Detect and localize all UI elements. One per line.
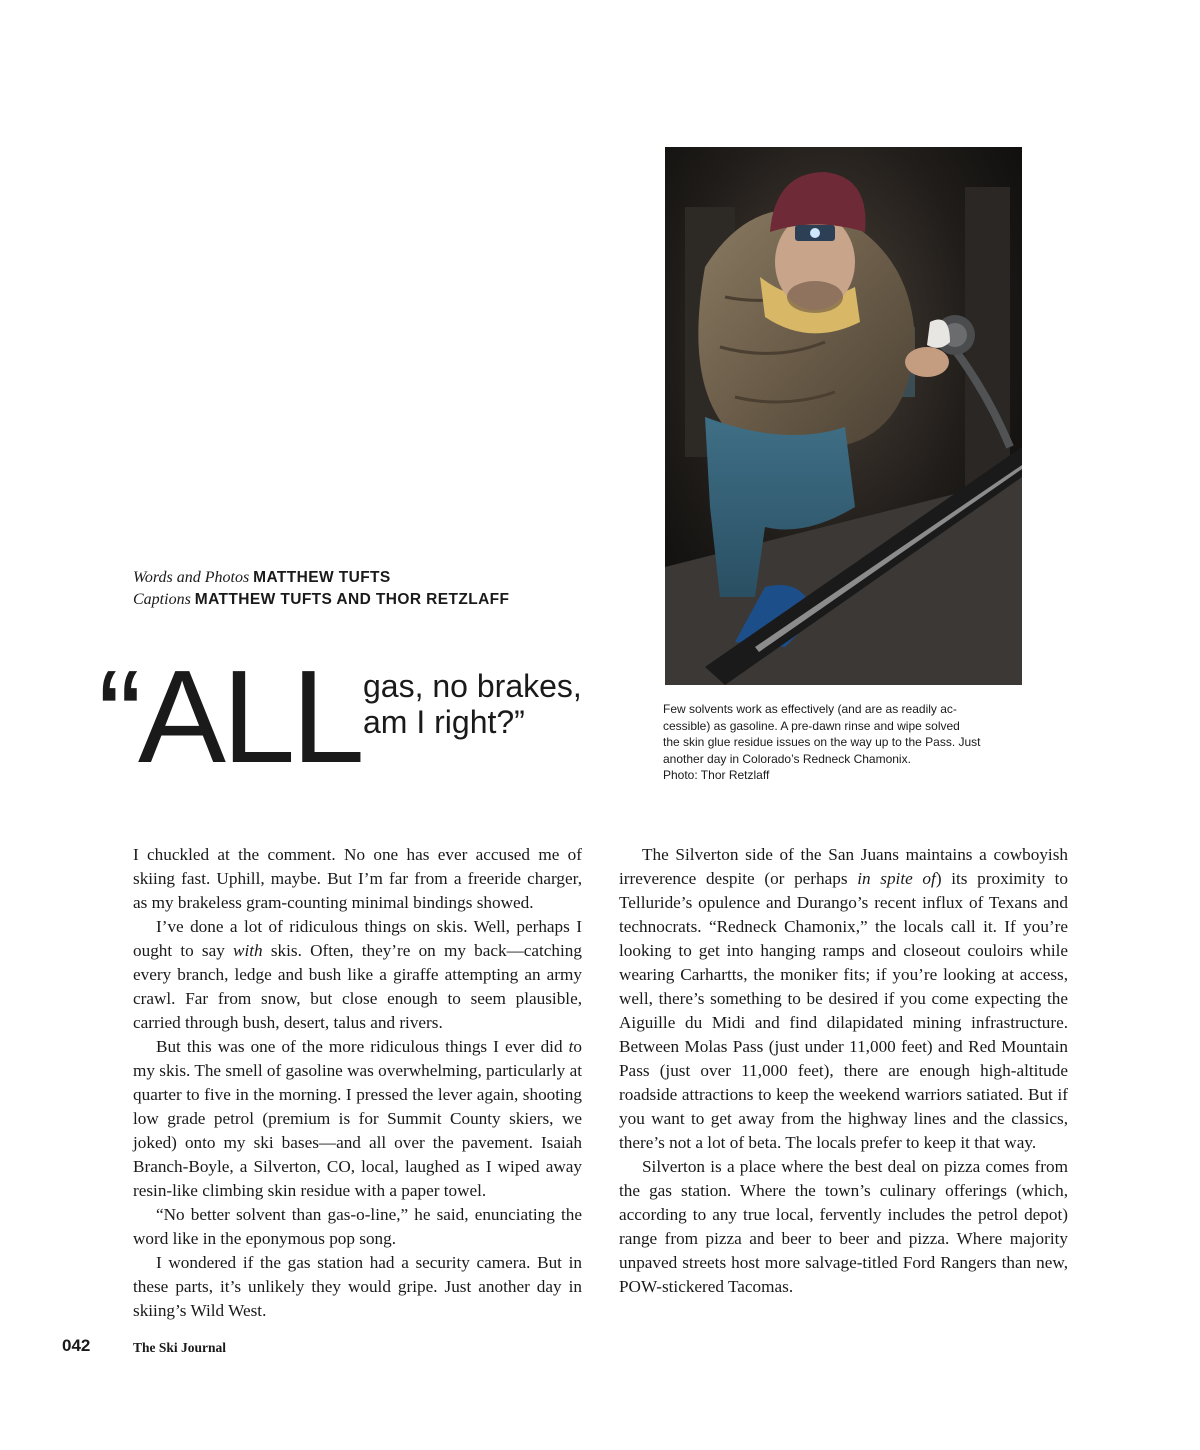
paragraph: I chuckled at the comment. No one has ever accused me of skiing fast. Uphill, maybe. But I’m far from a freeride charger, as my brakeless gram-counting minimal bindings showed. (133, 845, 582, 912)
photo-illustration (665, 147, 1022, 685)
headline-line-1: gas, no brakes, (363, 668, 582, 704)
caption-line: cessible) as gasoline. A pre-dawn rinse and wipe solved (663, 718, 960, 733)
caption-line: Few solvents work as effectively (and are as readily ac- (663, 702, 957, 716)
paragraph: “No better solvent than gas-o-line,” he said, enunciating the word like in the eponymous pop song. (133, 1205, 582, 1248)
headline-small-text (363, 668, 582, 740)
byline-captions-name: MATTHEW TUFTS AND THOR RETZLAFF (194, 591, 510, 608)
paragraph: I’ve done a lot of ridiculous things on skis. Well, perhaps I ought to say with skis. Often, they’re on my back—catching every branch, ledge and bush like a giraffe attempting an army crawl. Far from snow, but close enough to seem plausible, carried through bush, desert, talus and rivers. (133, 917, 582, 1032)
headline-line-2: am I right?” (363, 704, 525, 740)
page-number: 042 (62, 1336, 91, 1355)
byline-words (133, 567, 509, 589)
caption-line: the skin glue residue issues on the way up to the Pass. Just (663, 735, 981, 749)
photo-credit: Photo: Thor Retzlaff (663, 768, 770, 782)
paragraph: But this was one of the more ridiculous things I ever did to my skis. The smell of gasoline was overwhelming, particularly at quarter to five in the morning. I pressed the lever again, shooting low grade petrol (premium is for Summit County skiers, we joked) onto my ski bases—and all over the pavement. Isaiah Branch-Boyle, a Silverton, CO, local, laughed as I wiped away resin-like climbing skin residue with a paper towel. (133, 1037, 582, 1200)
pull-headline (98, 643, 628, 792)
photo-caption (663, 701, 1025, 784)
paragraph: I wondered if the gas station had a security camera. But in these parts, it’s unlikely they would gripe. Just another day in skiing’s Wild West. (133, 1253, 582, 1320)
article-column-left (133, 843, 582, 1323)
paragraph: Silverton is a place where the best deal on pizza comes from the gas station. Where the town’s culinary offerings (which, according to any true local, fervently includes the petrol depot) range from pizza and beer to beer and pizza. Where majority unpaved streets host more salvage-titled Ford Rangers than new, POW-stickered Tacomas. (619, 1157, 1068, 1296)
article-column-right (619, 843, 1068, 1299)
byline-words-name: MATTHEW TUFTS (253, 569, 391, 586)
caption-line: another day in Colorado’s Redneck Chamonix. (663, 751, 911, 766)
byline-captions-label: Captions (133, 591, 191, 608)
byline-words-label: Words and Photos (133, 569, 250, 586)
byline-credits (133, 567, 509, 611)
publication-name: The Ski Journal (133, 1340, 227, 1355)
byline-captions (133, 589, 509, 611)
article-photo (665, 147, 1022, 685)
headline-big-word: “ALL (98, 643, 361, 790)
paragraph: The Silverton side of the San Juans maintains a cowboyish irreverence despite (or perhaps in spite of) its proximity to Telluride’s opulence and Durango’s recent influx of Texans and technocrats. “Redneck Chamonix,” the locals call it. If you’re looking to get into hanging ramps and closeout couloirs while wearing Carhartts, the moniker fits; if you’re looking at access, well, there’s something to be desired if you come expecting the Aiguille du Midi and find dilapidated mining infrastructure. Between Molas Pass (just under 11,000 feet) and Red Mountain Pass (just over 11,000 feet), there are enough high-altitude roadside attractions to keep the weekend warriors satiated. But if you want to get away from the highway lines and the classics, there’s not a lot of beta. The locals prefer to keep it that way. (619, 845, 1069, 1152)
